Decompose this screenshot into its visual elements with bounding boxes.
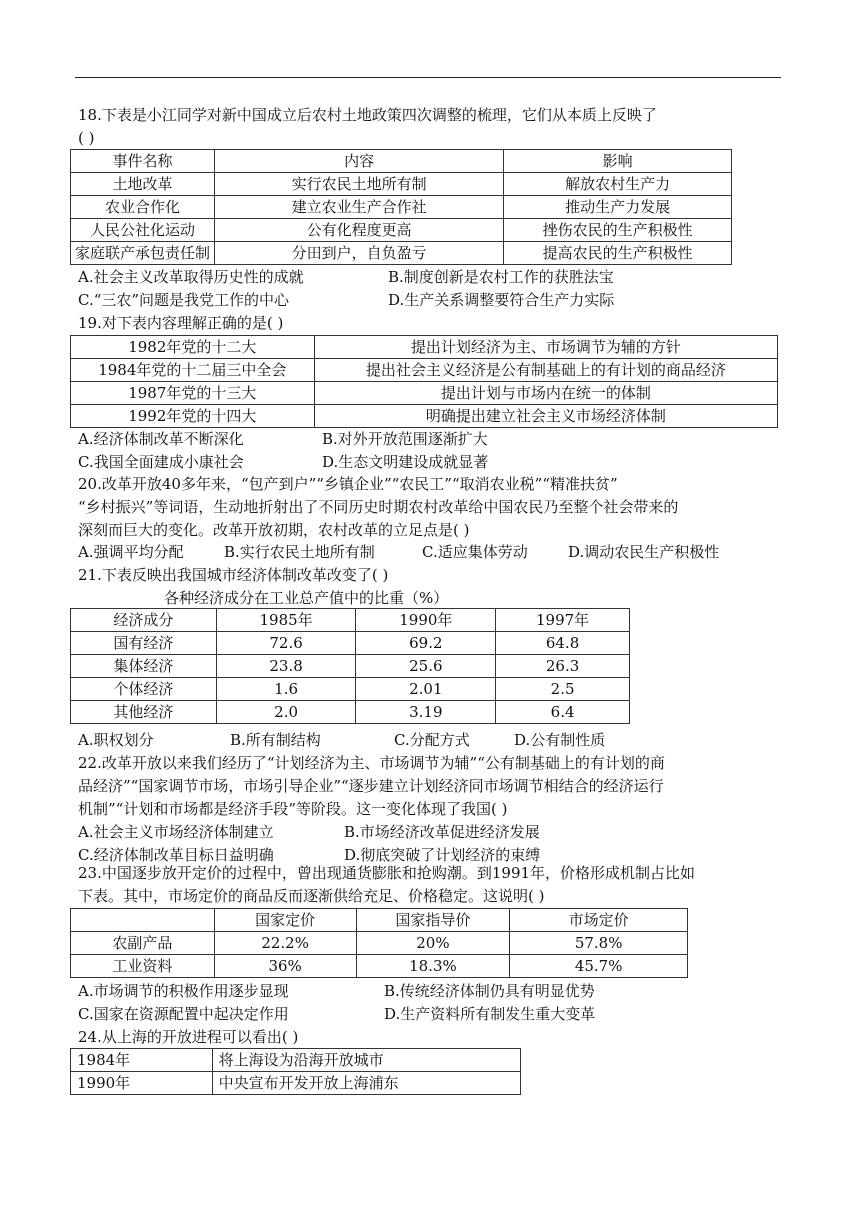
table-cell: 2.0 bbox=[216, 701, 356, 724]
option-c[interactable]: C.适应集体劳动 bbox=[422, 543, 528, 561]
table-cell: 挫伤农民的生产积极性 bbox=[504, 219, 732, 242]
option-a[interactable]: A.经济体制改革不断深化 bbox=[78, 430, 244, 448]
option-d[interactable]: D.公有制性质 bbox=[514, 731, 606, 749]
table-cell: 家庭联产承包责任制 bbox=[71, 242, 215, 265]
q19-table bbox=[70, 335, 778, 428]
table-header-cell: 影响 bbox=[504, 150, 732, 173]
option-c[interactable]: C.国家在资源配置中起决定作用 bbox=[78, 1005, 289, 1023]
table-header-row bbox=[71, 150, 732, 173]
question-18-stem: 18.下表是小江同学对新中国成立后农村土地政策四次调整的梳理，它们从本质上反映了 ( ) bbox=[78, 106, 657, 147]
option-b[interactable]: B.制度创新是农村工作的获胜法宝 bbox=[388, 268, 614, 286]
table-cell: 1.6 bbox=[216, 678, 356, 701]
table-cell: 农副产品 bbox=[71, 932, 215, 955]
table-header-cell: 内容 bbox=[214, 150, 503, 173]
table-cell: 20% bbox=[356, 932, 510, 955]
table-cell: 57.8% bbox=[510, 932, 688, 955]
table-cell: 1984年党的十二届三中全会 bbox=[71, 359, 315, 382]
table-row bbox=[71, 678, 630, 701]
table-cell: 26.3 bbox=[496, 655, 630, 678]
table-row bbox=[71, 196, 732, 219]
table-row bbox=[71, 359, 778, 382]
option-c[interactable]: C.我国全面建成小康社会 bbox=[78, 453, 244, 471]
table-cell: 2.01 bbox=[356, 678, 496, 701]
option-b[interactable]: B.市场经济改革促进经济发展 bbox=[344, 823, 540, 841]
table-header-row bbox=[71, 609, 630, 632]
q22-options bbox=[78, 821, 784, 867]
question-21-stem: 21.下表反映出我国城市经济体制改革改变了( ) bbox=[78, 566, 389, 584]
q18-table bbox=[70, 149, 732, 265]
option-b[interactable]: B.实行农民土地所有制 bbox=[224, 543, 375, 561]
table-cell: 72.6 bbox=[216, 632, 356, 655]
table-header-cell: 事件名称 bbox=[71, 150, 215, 173]
table-cell: 明确提出建立社会主义市场经济体制 bbox=[314, 405, 777, 428]
table-header-cell: 经济成分 bbox=[71, 609, 217, 632]
option-d[interactable]: D.彻底突破了计划经济的束缚 bbox=[344, 846, 541, 864]
table-cell: 提高农民的生产积极性 bbox=[504, 242, 732, 265]
table-cell: 分田到户，自负盈亏 bbox=[214, 242, 503, 265]
table-row bbox=[71, 382, 778, 405]
table-cell: 中央宣布开发开放上海浦东 bbox=[212, 1072, 520, 1095]
option-d[interactable]: D.生产关系调整要符合生产力实际 bbox=[388, 291, 615, 309]
table-cell: 土地改革 bbox=[71, 173, 215, 196]
option-c[interactable]: C.分配方式 bbox=[394, 731, 470, 749]
table-cell: 将上海设为沿海开放城市 bbox=[212, 1049, 520, 1072]
option-d[interactable]: D.调动农民生产积极性 bbox=[568, 543, 720, 561]
table-cell: 解放农村生产力 bbox=[504, 173, 732, 196]
table-header-cell: 1985年 bbox=[216, 609, 356, 632]
table-header-cell: 国家定价 bbox=[214, 909, 356, 932]
table-header-row bbox=[71, 909, 688, 932]
q19-options bbox=[78, 428, 784, 474]
option-d[interactable]: D.生产资料所有制发生重大变革 bbox=[384, 1005, 596, 1023]
table-cell: 22.2% bbox=[214, 932, 356, 955]
table-row bbox=[71, 242, 732, 265]
table-row bbox=[71, 336, 778, 359]
option-a[interactable]: A.市场调节的积极作用逐步显现 bbox=[78, 982, 289, 1000]
question-19-stem: 19.对下表内容理解正确的是( ) bbox=[78, 314, 284, 332]
question-23-stem: 23.中国逐步放开定价的过程中，曾出现通货膨胀和抢购潮。到1991年，价格形成机制占比如 下表。其中，市场定价的商品反而逐渐供给充足、价格稳定。这说明( ) bbox=[78, 864, 696, 905]
table-cell: 1990年 bbox=[71, 1072, 213, 1095]
table-row bbox=[71, 932, 688, 955]
table-cell: 1992年党的十四大 bbox=[71, 405, 315, 428]
table-header-cell: 1997年 bbox=[496, 609, 630, 632]
table-cell: 64.8 bbox=[496, 632, 630, 655]
table-cell: 提出计划经济为主、市场调节为辅的方针 bbox=[314, 336, 777, 359]
table-cell: 农业合作化 bbox=[71, 196, 215, 219]
table-cell: 2.5 bbox=[496, 678, 630, 701]
table-cell: 国有经济 bbox=[71, 632, 217, 655]
q21-table bbox=[70, 608, 630, 724]
option-b[interactable]: B.传统经济体制仍具有明显优势 bbox=[384, 982, 595, 1000]
question-24-stem: 24.从上海的开放进程可以看出( ) bbox=[78, 1028, 299, 1046]
q21-options bbox=[78, 729, 784, 752]
option-a[interactable]: A.职权划分 bbox=[78, 731, 154, 749]
table-header-cell bbox=[71, 909, 215, 932]
table-cell: 1987年党的十三大 bbox=[71, 382, 315, 405]
table-header-cell: 市场定价 bbox=[510, 909, 688, 932]
table-cell: 提出计划与市场内在统一的体制 bbox=[314, 382, 777, 405]
table-row bbox=[71, 1072, 521, 1095]
question-22-stem: 22.改革开放以来我们经历了“计划经济为主、市场调节为辅”“公有制基础上的有计划的商 品经济”“国家调节市场，市场引导企业”“逐步建立计划经济同市场调节相结合的经济运行 机制”“计划和市场都是经济手段”等阶段。这一变化体现了我国( ) bbox=[78, 754, 665, 818]
table-cell: 1982年党的十二大 bbox=[71, 336, 315, 359]
table-cell: 其他经济 bbox=[71, 701, 217, 724]
option-a[interactable]: A.社会主义改革取得历史性的成就 bbox=[78, 268, 304, 286]
table-cell: 推动生产力发展 bbox=[504, 196, 732, 219]
table-row bbox=[71, 655, 630, 678]
table-cell: 69.2 bbox=[356, 632, 496, 655]
table-cell: 集体经济 bbox=[71, 655, 217, 678]
table-cell: 1984年 bbox=[71, 1049, 213, 1072]
option-a[interactable]: A.强调平均分配 bbox=[78, 543, 184, 561]
table-cell: 18.3% bbox=[356, 955, 510, 978]
table-cell: 建立农业生产合作社 bbox=[214, 196, 503, 219]
table-cell: 6.4 bbox=[496, 701, 630, 724]
option-b[interactable]: B.所有制结构 bbox=[230, 731, 321, 749]
table-cell: 45.7% bbox=[510, 955, 688, 978]
q24-table bbox=[70, 1048, 521, 1095]
table-row bbox=[71, 632, 630, 655]
table-cell: 工业资料 bbox=[71, 955, 215, 978]
table-cell: 人民公社化运动 bbox=[71, 219, 215, 242]
question-20-stem: 20.改革开放40多年来，“包产到户”“乡镇企业”“农民工”“取消农业税”“精准扶贫” “乡村振兴”等词语，生动地折射出了不同历史时期农村改革给中国农民乃至整个社会带来的 深刻而巨大的变化。改革开放初期，农村改革的立足点是( ) bbox=[78, 475, 679, 539]
table-caption: 各种经济成分在工业总产值中的比重（%） bbox=[164, 589, 449, 607]
table-row bbox=[71, 1049, 521, 1072]
table-cell: 个体经济 bbox=[71, 678, 217, 701]
option-c[interactable]: C.“三农”问题是我党工作的中心 bbox=[78, 291, 290, 309]
table-row bbox=[71, 173, 732, 196]
q18-options bbox=[78, 266, 784, 312]
table-row bbox=[71, 955, 688, 978]
q23-options bbox=[78, 980, 784, 1026]
table-row bbox=[71, 219, 732, 242]
table-header-cell: 国家指导价 bbox=[356, 909, 510, 932]
table-row bbox=[71, 701, 630, 724]
option-b[interactable]: B.对外开放范围逐渐扩大 bbox=[322, 430, 488, 448]
table-cell: 实行农民土地所有制 bbox=[214, 173, 503, 196]
option-a[interactable]: A.社会主义市场经济体制建立 bbox=[78, 823, 274, 841]
q23-table bbox=[70, 908, 688, 978]
table-cell: 3.19 bbox=[356, 701, 496, 724]
table-cell: 25.6 bbox=[356, 655, 496, 678]
table-cell: 提出社会主义经济是公有制基础上的有计划的商品经济 bbox=[314, 359, 777, 382]
table-cell: 23.8 bbox=[216, 655, 356, 678]
table-cell: 公有化程度更高 bbox=[214, 219, 503, 242]
table-header-cell: 1990年 bbox=[356, 609, 496, 632]
header-rule bbox=[75, 77, 781, 78]
table-cell: 36% bbox=[214, 955, 356, 978]
option-c[interactable]: C.经济体制改革目标日益明确 bbox=[78, 846, 274, 864]
table-row bbox=[71, 405, 778, 428]
option-d[interactable]: D.生态文明建设成就显著 bbox=[322, 453, 489, 471]
q20-options bbox=[78, 541, 784, 564]
